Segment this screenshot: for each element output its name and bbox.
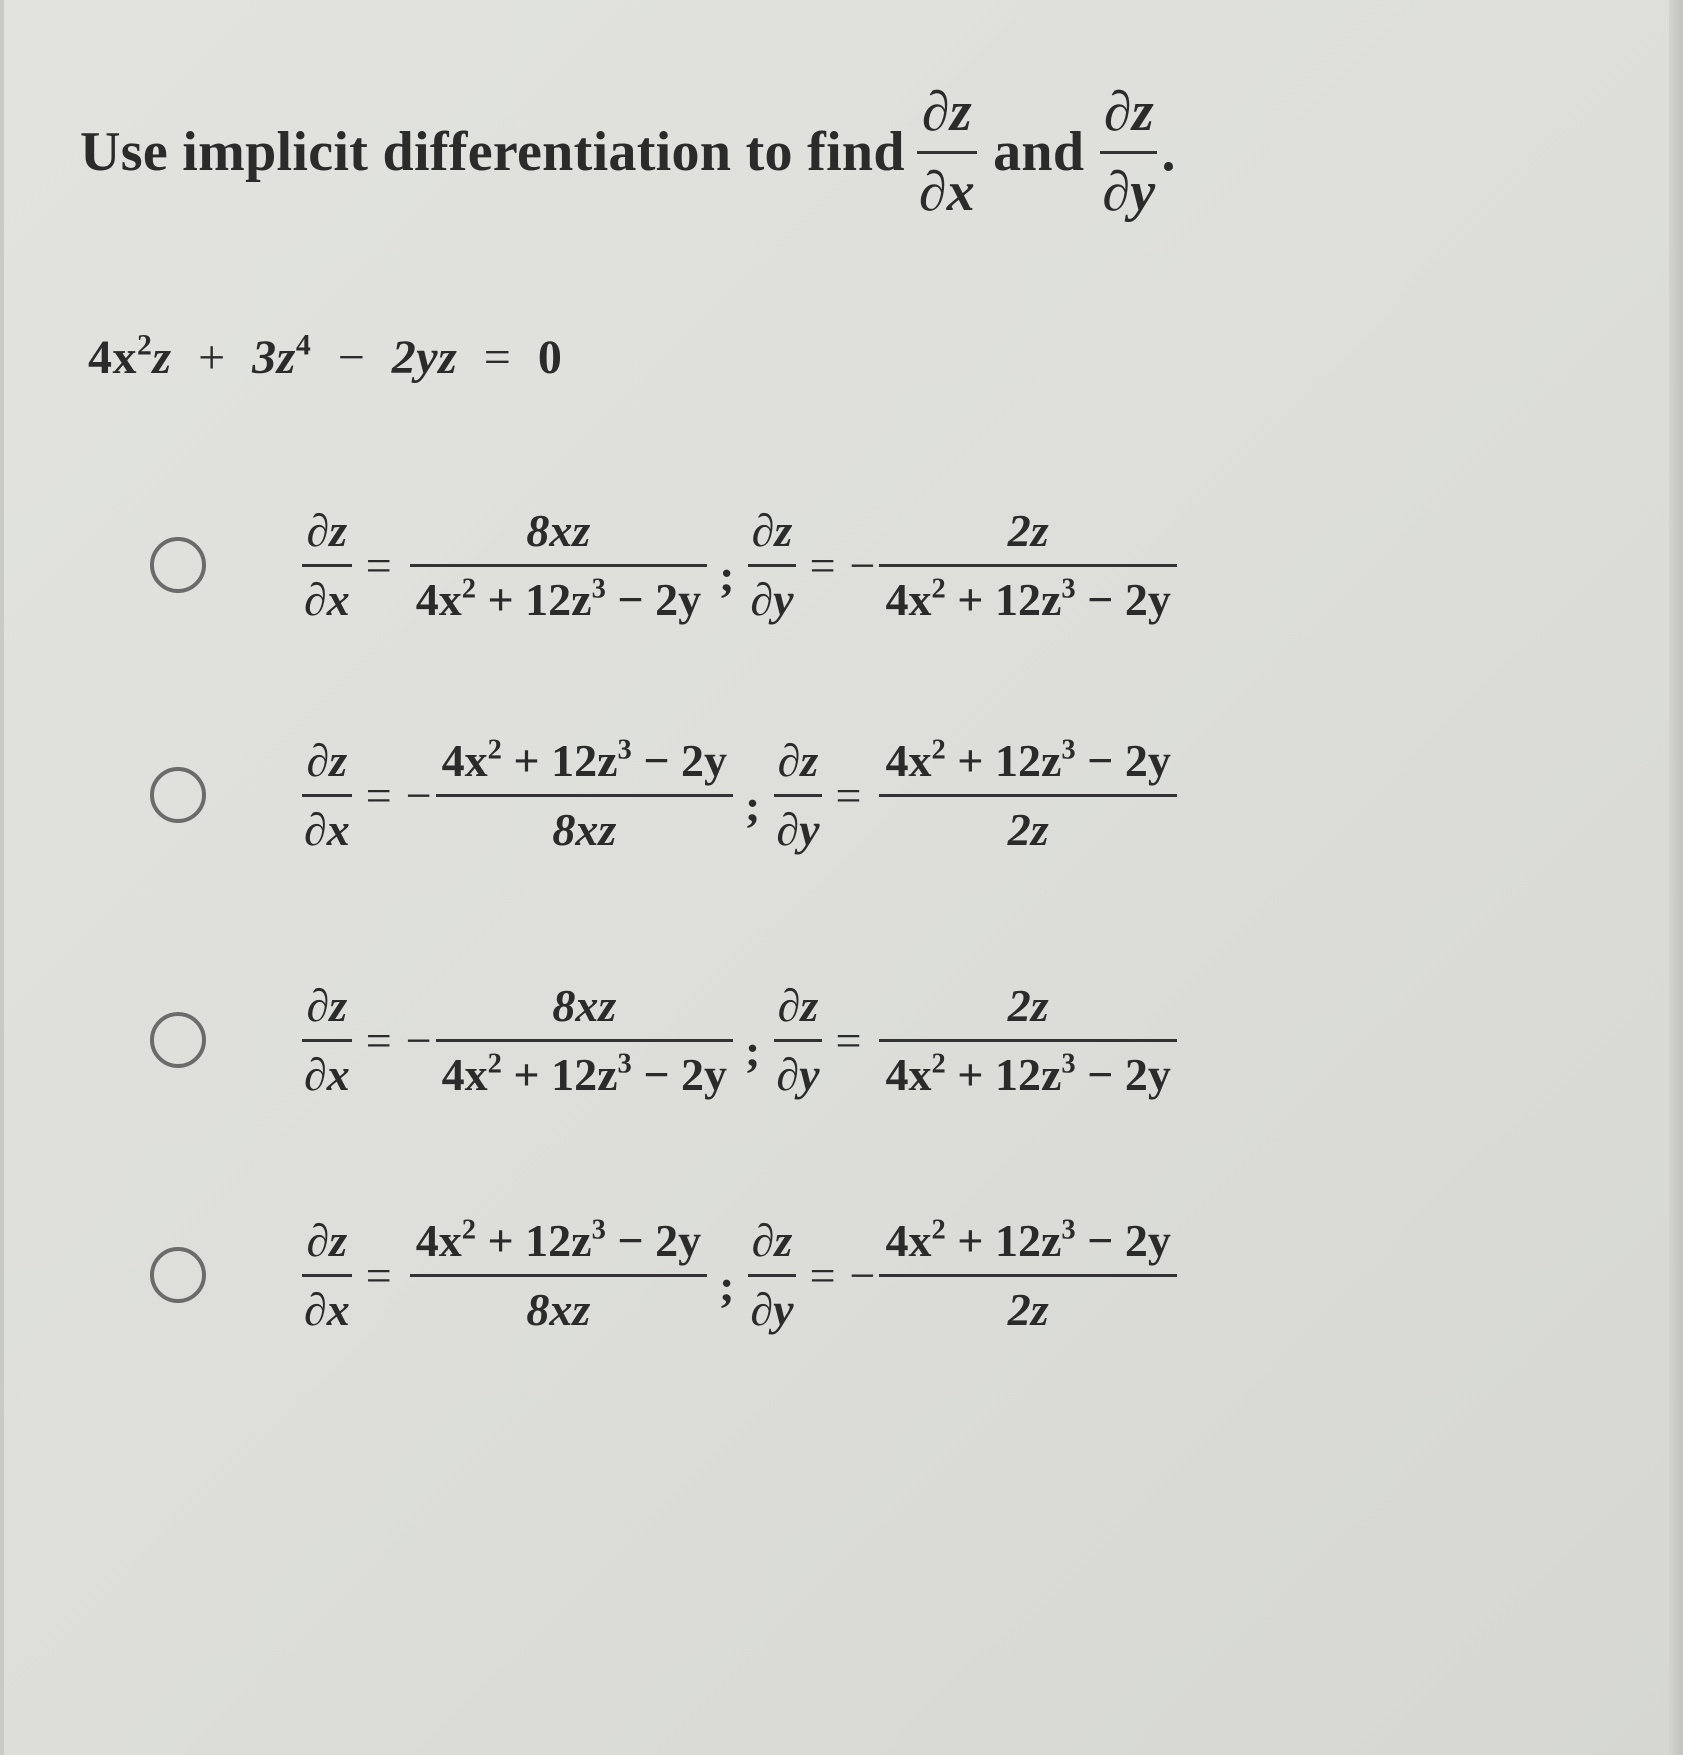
eq-equals: = [483,331,512,384]
question-and: and [993,121,1085,183]
numerator: 8xz [552,979,617,1031]
option-2-rhs2 [879,736,1176,854]
den-term-b: + 12z [513,1048,618,1100]
fraction-bar [410,564,707,567]
den-term-a-exp: 2 [461,572,476,604]
radio-button-option-1[interactable] [150,537,206,593]
option-3-rhs1 [436,981,733,1099]
num-term-b-exp: 3 [617,734,632,766]
fraction-bar [436,794,733,797]
given-equation [88,330,562,385]
eq-term1-exponent: 2 [137,328,153,362]
denominator [410,572,707,625]
num-term-b: + 12z [487,1214,592,1266]
option-2-lhs-dzdy [774,736,821,854]
fraction-bar [879,794,1176,797]
fraction-bar [302,794,352,797]
option-4-expression [302,1216,1177,1334]
num-term-a-exp: 2 [487,734,502,766]
num-term-a-exp: 2 [931,734,946,766]
answer-option-3[interactable] [150,935,1177,1145]
num-term-a: 4x [415,1214,462,1266]
num-term-c: − 2y [617,1214,702,1266]
den-term-a-exp: 2 [931,1047,946,1079]
num-term-a: 4x [885,734,932,786]
fraction-bar [302,1274,352,1277]
numerator: 2z [1007,504,1049,556]
option-2-lhs-dzdx [302,736,352,854]
fraction-bar [879,1274,1176,1277]
dz-numerator: ∂z [777,979,819,1031]
num-term-b: + 12z [957,1214,1062,1266]
eq-term1-var: z [152,331,172,384]
num-term-b: + 12z [957,734,1062,786]
question-dzdy-numerator: ∂z [1103,81,1154,144]
question-text: Use implicit differentiation to find [80,121,905,183]
fraction-bar [774,794,821,797]
semicolon: ; [719,549,735,601]
dz-numerator: ∂z [306,734,348,786]
radio-button-option-4[interactable] [150,1247,206,1303]
den-term-b: + 12z [957,573,1062,625]
den-term-a: 4x [885,573,932,625]
numerator [410,1216,707,1266]
fraction-bar [748,1274,795,1277]
den-term-b-exp: 3 [591,572,606,604]
den-term-a-exp: 2 [931,572,946,604]
numerator: 8xz [526,504,591,556]
fraction-bar [879,564,1176,567]
dz-numerator: ∂z [751,1214,793,1266]
dz-numerator: ∂z [751,504,793,556]
dy-denominator: ∂y [776,1048,820,1100]
left-edge-shadow [0,0,4,1755]
option-3-lhs-dzdx [302,981,352,1099]
den-term-a: 4x [441,1048,488,1100]
eq-rhs: 0 [537,331,563,384]
semicolon: ; [719,1259,735,1311]
semicolon: ; [745,1024,761,1076]
dx-denominator: ∂x [304,573,350,625]
question-period: . [1161,121,1176,183]
dx-denominator: ∂x [304,803,350,855]
fraction-bar [917,151,977,154]
numerator: 2z [1007,979,1049,1031]
question-prompt [80,72,1176,232]
fraction-bar [436,1039,733,1042]
num-term-b: + 12z [513,734,618,786]
numerator [436,736,733,786]
den-term-a-exp: 2 [487,1047,502,1079]
den-term-b: + 12z [957,1048,1062,1100]
option-4-lhs-dzdy [748,1216,795,1334]
num-term-b-exp: 3 [591,1214,606,1246]
dy-denominator: ∂y [750,573,794,625]
equals-sign: = [365,769,392,821]
fraction-bar [748,564,795,567]
eq-plus: + [198,331,226,384]
num-term-a-exp: 2 [461,1214,476,1246]
num-term-b-exp: 3 [1061,734,1076,766]
question-dz-dx [917,82,977,222]
numerator [879,1216,1176,1266]
den-term-b-exp: 3 [617,1047,632,1079]
denominator [879,572,1176,625]
num-term-c: − 2y [1087,734,1171,786]
numerator [879,736,1176,786]
option-2-expression [302,736,1177,854]
fraction-bar [879,1039,1176,1042]
equals-sign: = [835,769,862,821]
num-term-c: − 2y [643,734,728,786]
radio-button-option-3[interactable] [150,1012,206,1068]
num-term-a: 4x [441,734,488,786]
denominator: 2z [1007,803,1049,855]
equals-sign: = [365,539,392,591]
fraction-bar [410,1274,707,1277]
eq-term3: 2yz [391,331,458,384]
answer-option-1[interactable] [150,460,1177,670]
fraction-bar [1100,151,1157,154]
question-dz-dy [1100,82,1157,222]
question-dzdy-denominator: ∂y [1102,160,1156,223]
den-term-a: 4x [885,1048,932,1100]
den-term-a: 4x [415,573,462,625]
equals-sign: = [365,1249,392,1301]
dz-numerator: ∂z [777,734,819,786]
den-term-b-exp: 3 [1061,1047,1076,1079]
right-edge-shadow [1669,0,1683,1755]
equals-sign: = [809,539,836,591]
denominator: 8xz [526,1283,591,1335]
negative-sign: − [405,769,432,821]
dx-denominator: ∂x [304,1283,350,1335]
dy-denominator: ∂y [776,803,820,855]
question-dzdx-numerator: ∂z [921,81,972,144]
fraction-bar [302,1039,352,1042]
eq-minus: − [337,331,366,384]
den-term-b-exp: 3 [1061,572,1076,604]
eq-term2: 3z [252,331,296,384]
option-3-lhs-dzdy [774,981,821,1099]
fraction-bar [302,564,352,567]
den-term-c: − 2y [1087,1048,1171,1100]
equals-sign: = [365,1014,392,1066]
semicolon: ; [745,779,761,831]
dz-numerator: ∂z [306,504,348,556]
option-1-lhs-dzdx [302,506,352,624]
eq-term2-exponent: 4 [295,328,312,362]
option-4-lhs-dzdx [302,1216,352,1334]
eq-term1: 4x [88,331,137,384]
option-3-expression [302,981,1177,1099]
option-4-rhs2 [879,1216,1176,1334]
num-term-a: 4x [885,1214,932,1266]
question-dzdx-denominator: ∂x [918,160,976,223]
option-4-rhs1 [410,1216,707,1334]
den-term-c: − 2y [617,573,702,625]
den-term-c: − 2y [1087,573,1171,625]
dz-numerator: ∂z [306,979,348,1031]
num-term-b-exp: 3 [1061,1214,1076,1246]
equals-sign: = [835,1014,862,1066]
option-1-expression [302,506,1177,624]
option-1-rhs2 [879,506,1176,624]
denominator [879,1047,1176,1100]
radio-button-option-2[interactable] [150,767,206,823]
fraction-bar [774,1039,821,1042]
negative-sign: − [405,1014,432,1066]
denominator [436,1047,733,1100]
dy-denominator: ∂y [750,1283,794,1335]
negative-sign: − [849,539,876,591]
option-1-lhs-dzdy [748,506,795,624]
option-1-rhs1 [410,506,707,624]
dz-numerator: ∂z [306,1214,348,1266]
negative-sign: − [849,1249,876,1301]
option-3-rhs2 [879,981,1176,1099]
den-term-c: − 2y [643,1048,728,1100]
denominator: 8xz [552,803,617,855]
answer-option-2[interactable] [150,690,1177,900]
equals-sign: = [809,1249,836,1301]
denominator: 2z [1007,1283,1049,1335]
num-term-c: − 2y [1087,1214,1171,1266]
den-term-b: + 12z [487,573,592,625]
option-2-rhs1 [436,736,733,854]
num-term-a-exp: 2 [931,1214,946,1246]
dx-denominator: ∂x [304,1048,350,1100]
answer-option-4[interactable] [150,1170,1177,1380]
